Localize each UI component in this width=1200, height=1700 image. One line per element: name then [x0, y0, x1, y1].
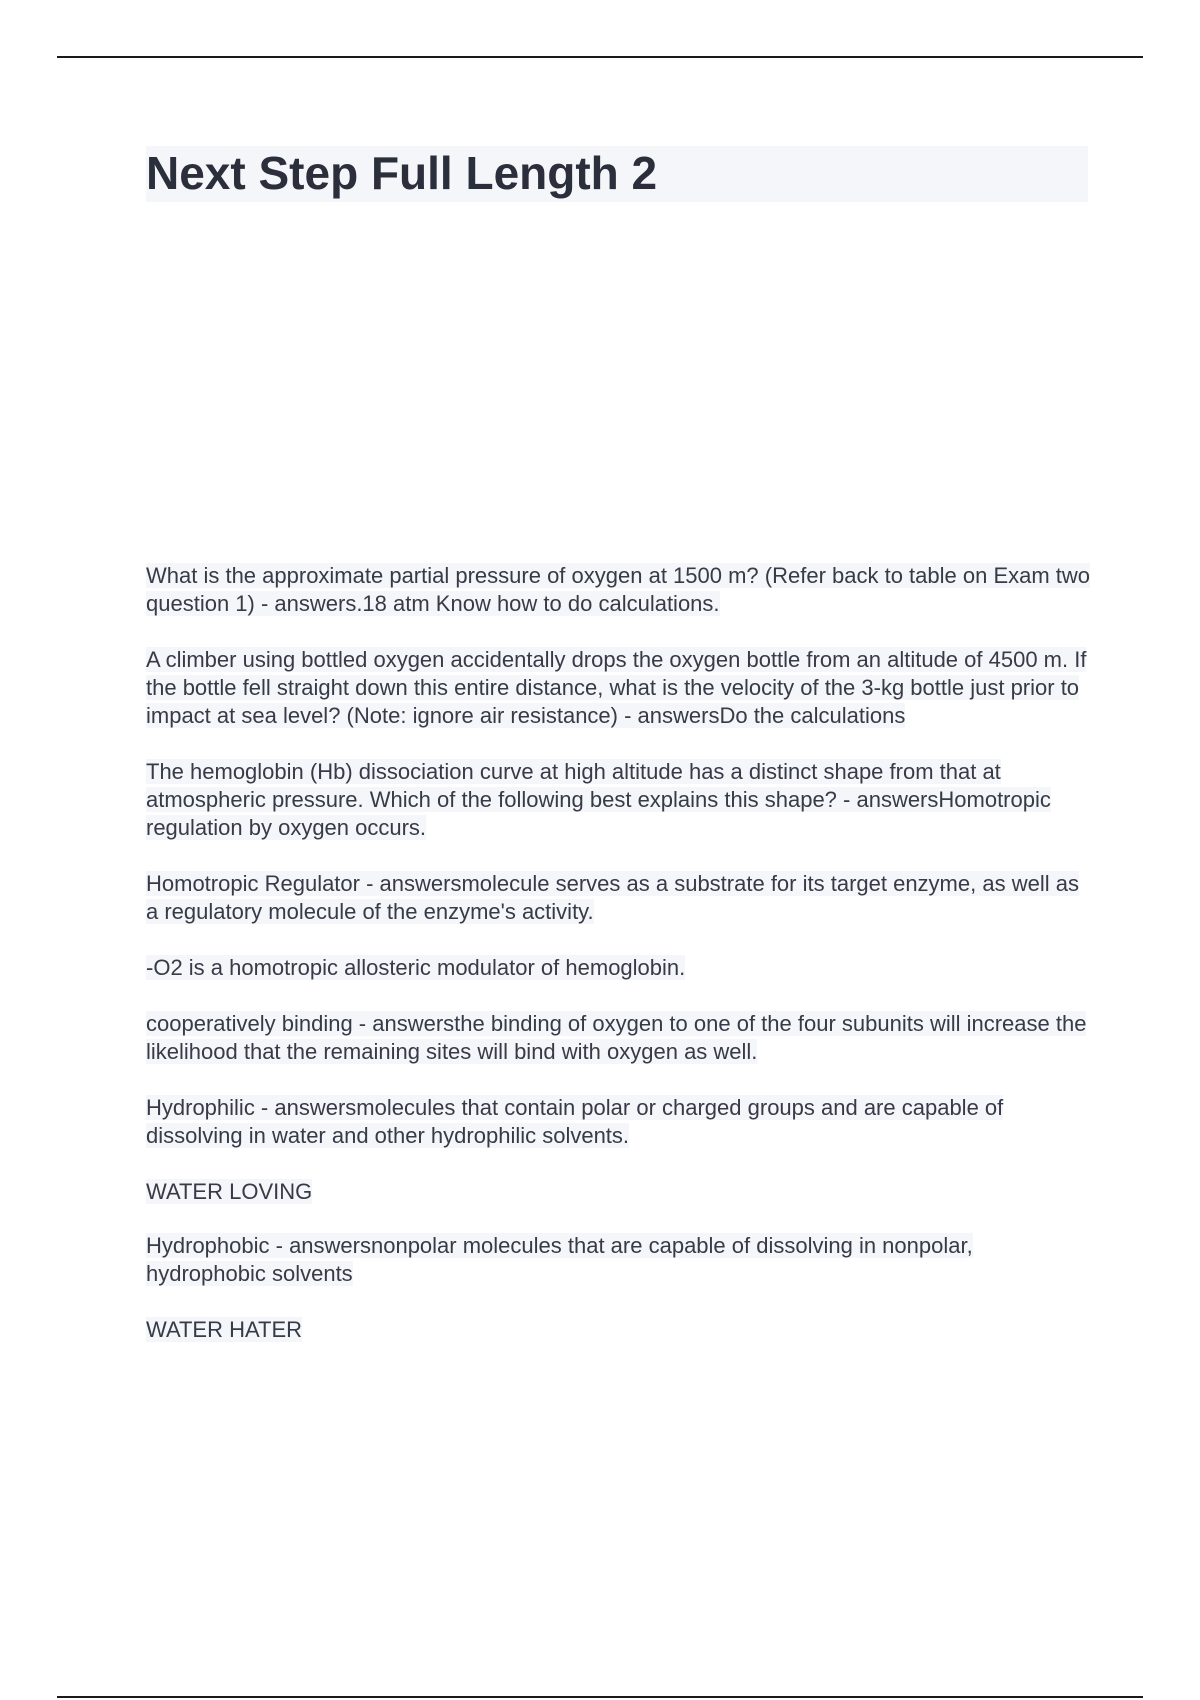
paragraph-text: -O2 is a homotropic allosteric modulator of hemoglobin.: [146, 955, 686, 980]
bottom-rule: [57, 1696, 1143, 1698]
paragraph-o2-modulator: [146, 954, 1092, 982]
paragraph-text: What is the approximate partial pressure of oxygen at 1500 m? (Refer back to table on Exam two question 1) - answers.18 atm Know how to do calculations.: [146, 563, 1091, 616]
paragraph-text: cooperatively binding - answersthe binding of oxygen to one of the four subunits will increase the likelihood that the remaining sites will bind with oxygen as well.: [146, 1011, 1087, 1064]
paragraph-text: A climber using bottled oxygen accidentally drops the oxygen bottle from an altitude of 4500 m. If the bottle fell straight down this entire distance, what is the velocity of the 3-kg bottle just prior to impact at sea level? (Note: ignore air resistance) - answersDo the calculations: [146, 647, 1087, 728]
paragraph-text: The hemoglobin (Hb) dissociation curve at high altitude has a distinct shape from that at atmospheric pressure. Which of the following best explains this shape? - answersHomotropic regulation by oxygen occurs.: [146, 759, 1051, 840]
paragraph-text: WATER HATER: [146, 1317, 303, 1342]
paragraph-water-loving: [146, 1178, 1092, 1206]
paragraph-hemoglobin-curve: [146, 758, 1092, 842]
document-body: [146, 562, 1092, 1370]
paragraph-text: WATER LOVING: [146, 1179, 313, 1204]
paragraph-text: Hydrophilic - answersmolecules that contain polar or charged groups and are capable of dissolving in water and other hydrophilic solvents.: [146, 1095, 1004, 1148]
paragraph-climber: [146, 646, 1092, 730]
paragraph-hydrophilic: [146, 1094, 1092, 1150]
paragraph-water-hater: [146, 1316, 1092, 1344]
paragraph-cooperative-binding: [146, 1010, 1092, 1066]
paragraph-text: Homotropic Regulator - answersmolecule serves as a substrate for its target enzyme, as well as a regulatory molecule of the enzyme's activity.: [146, 871, 1079, 924]
top-rule: [57, 56, 1143, 58]
paragraph-homotropic-regulator: [146, 870, 1092, 926]
page-title: Next Step Full Length 2: [146, 147, 658, 199]
paragraph-partial-pressure: [146, 562, 1092, 618]
paragraph-hydrophobic: [146, 1232, 1092, 1288]
paragraph-text: Hydrophobic - answersnonpolar molecules that are capable of dissolving in nonpolar, hydrophobic solvents: [146, 1233, 973, 1286]
